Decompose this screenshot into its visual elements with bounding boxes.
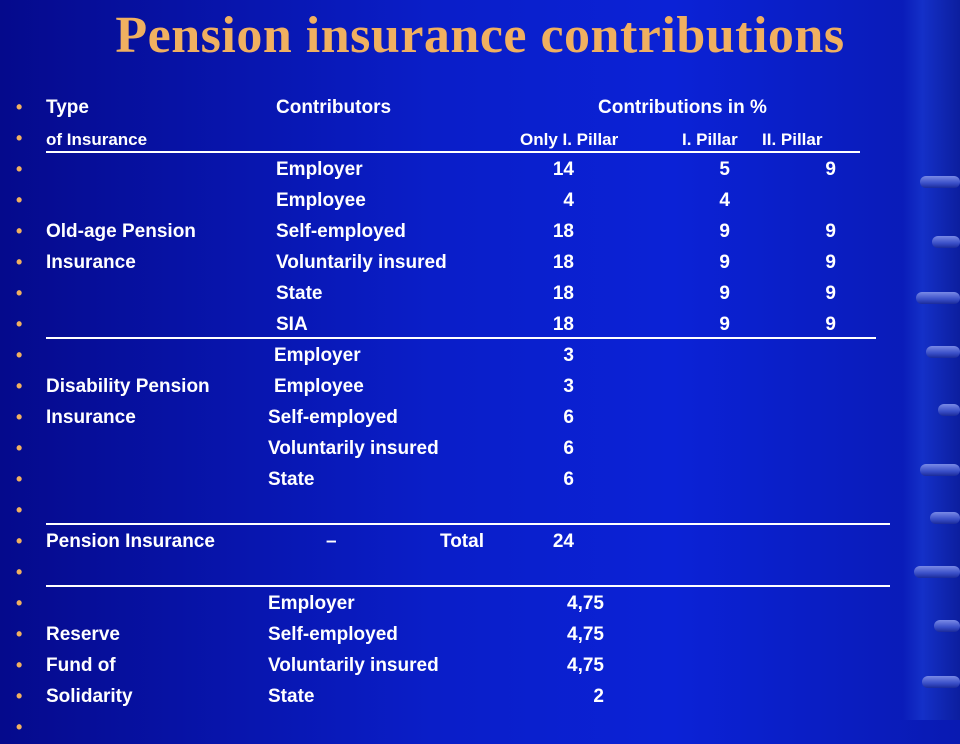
bullet-icon: • <box>16 438 23 458</box>
contributor: State <box>268 469 315 490</box>
bullet-icon: • <box>16 314 23 334</box>
only-pillar-1-value: 18 <box>552 283 574 304</box>
contributor: State <box>268 686 315 707</box>
insurance-type: Insurance <box>46 407 136 428</box>
reserve-row <box>0 683 960 713</box>
total-label: Pension Insurance <box>46 531 215 552</box>
contribution-value: 6 <box>563 407 574 428</box>
disability-row <box>0 466 960 496</box>
reserve-row <box>0 652 960 682</box>
old-age-row <box>0 249 960 279</box>
contribution-value: 4,75 <box>567 624 604 645</box>
header-pillar-2: II. Pillar <box>762 130 823 149</box>
total-value: 24 <box>552 531 574 552</box>
insurance-type: Solidarity <box>46 686 133 707</box>
total-row <box>0 528 960 558</box>
bullet-icon: • <box>16 593 23 613</box>
disability-row <box>0 404 960 434</box>
contributor: Employee <box>276 190 366 211</box>
pillar-1-value: 5 <box>719 159 730 180</box>
contributor: Voluntarily insured <box>276 252 447 273</box>
bullet-icon: • <box>16 128 23 148</box>
pillar-2-value: 9 <box>825 252 836 273</box>
total-dash: – <box>326 531 337 552</box>
old-age-row <box>0 187 960 217</box>
contribution-value: 2 <box>593 686 604 707</box>
reserve-row <box>0 621 960 651</box>
header-only-pillar-1: Only I. Pillar <box>520 130 619 149</box>
underline-divider <box>46 151 860 153</box>
only-pillar-1-value: 18 <box>552 314 574 335</box>
insurance-type: Old-age Pension <box>46 221 196 242</box>
disability-row <box>0 342 960 372</box>
insurance-type: Reserve <box>46 624 120 645</box>
insurance-type: Disability Pension <box>46 376 210 397</box>
contributor: Self-employed <box>268 624 398 645</box>
pillar-1-value: 9 <box>719 283 730 304</box>
total-word: Total <box>440 531 484 552</box>
empty-row <box>0 714 960 744</box>
old-age-row <box>0 311 960 341</box>
reserve-row <box>0 590 960 620</box>
contributor: Employer <box>276 159 363 180</box>
contribution-value: 4,75 <box>567 655 604 676</box>
old-age-row <box>0 156 960 186</box>
bullet-icon: • <box>16 376 23 396</box>
contributor: Self-employed <box>276 221 406 242</box>
contributor: Self-employed <box>268 407 398 428</box>
bullet-icon: • <box>16 190 23 210</box>
old-age-row <box>0 280 960 310</box>
subheader-row <box>0 125 960 155</box>
only-pillar-1-value: 18 <box>552 252 574 273</box>
contributor: SIA <box>276 314 308 335</box>
bullet-icon: • <box>16 252 23 272</box>
contributor: Voluntarily insured <box>268 438 439 459</box>
pillar-1-value: 9 <box>719 314 730 335</box>
bullet-icon: • <box>16 407 23 427</box>
only-pillar-1-value: 4 <box>563 190 574 211</box>
contributor: Voluntarily insured <box>268 655 439 676</box>
header-contributors: Contributors <box>276 97 392 118</box>
underline-divider <box>46 337 876 339</box>
only-pillar-1-value: 14 <box>552 159 574 180</box>
bullet-icon: • <box>16 531 23 551</box>
contributor: Employer <box>268 593 355 614</box>
pillar-1-value: 4 <box>719 190 730 211</box>
bullet-icon: • <box>16 717 23 737</box>
bullet-icon: • <box>16 655 23 675</box>
pillar-2-value: 9 <box>825 314 836 335</box>
only-pillar-1-value: 18 <box>552 221 574 242</box>
underline-divider <box>46 523 890 525</box>
header-pillar-1: I. Pillar <box>682 130 738 149</box>
contributor: State <box>276 283 323 304</box>
underline-divider <box>46 585 890 587</box>
pillar-2-value: 9 <box>825 283 836 304</box>
page-title: Pension insurance contributions <box>115 7 845 64</box>
old-age-row <box>0 218 960 248</box>
pillar-1-value: 9 <box>719 252 730 273</box>
header-contributions: Contributions in % <box>598 97 767 118</box>
divider-row <box>0 559 960 589</box>
bullet-icon: • <box>16 469 23 489</box>
bullet-icon: • <box>16 345 23 365</box>
bullet-icon: • <box>16 221 23 241</box>
disability-row <box>0 373 960 403</box>
bullet-icon: • <box>16 624 23 644</box>
contributor: Employer <box>274 345 361 366</box>
bullet-icon: • <box>16 159 23 179</box>
contribution-value: 6 <box>563 438 574 459</box>
contributor: Employee <box>274 376 364 397</box>
pillar-1-value: 9 <box>719 221 730 242</box>
header-type-cont: of Insurance <box>46 130 148 149</box>
bullet-icon: • <box>16 686 23 706</box>
contribution-value: 3 <box>563 376 574 397</box>
insurance-type: Fund of <box>46 655 116 676</box>
pillar-2-value: 9 <box>825 221 836 242</box>
disability-row <box>0 435 960 465</box>
contribution-value: 4,75 <box>567 593 604 614</box>
header-type: Type <box>46 97 89 118</box>
contribution-value: 3 <box>563 345 574 366</box>
header-row <box>0 94 960 124</box>
bullet-icon: • <box>16 97 23 117</box>
bullet-icon: • <box>16 500 23 520</box>
insurance-type: Insurance <box>46 252 136 273</box>
divider-row <box>0 497 960 527</box>
bullet-icon: • <box>16 562 23 582</box>
bullet-icon: • <box>16 283 23 303</box>
pillar-2-value: 9 <box>825 159 836 180</box>
contribution-value: 6 <box>563 469 574 490</box>
